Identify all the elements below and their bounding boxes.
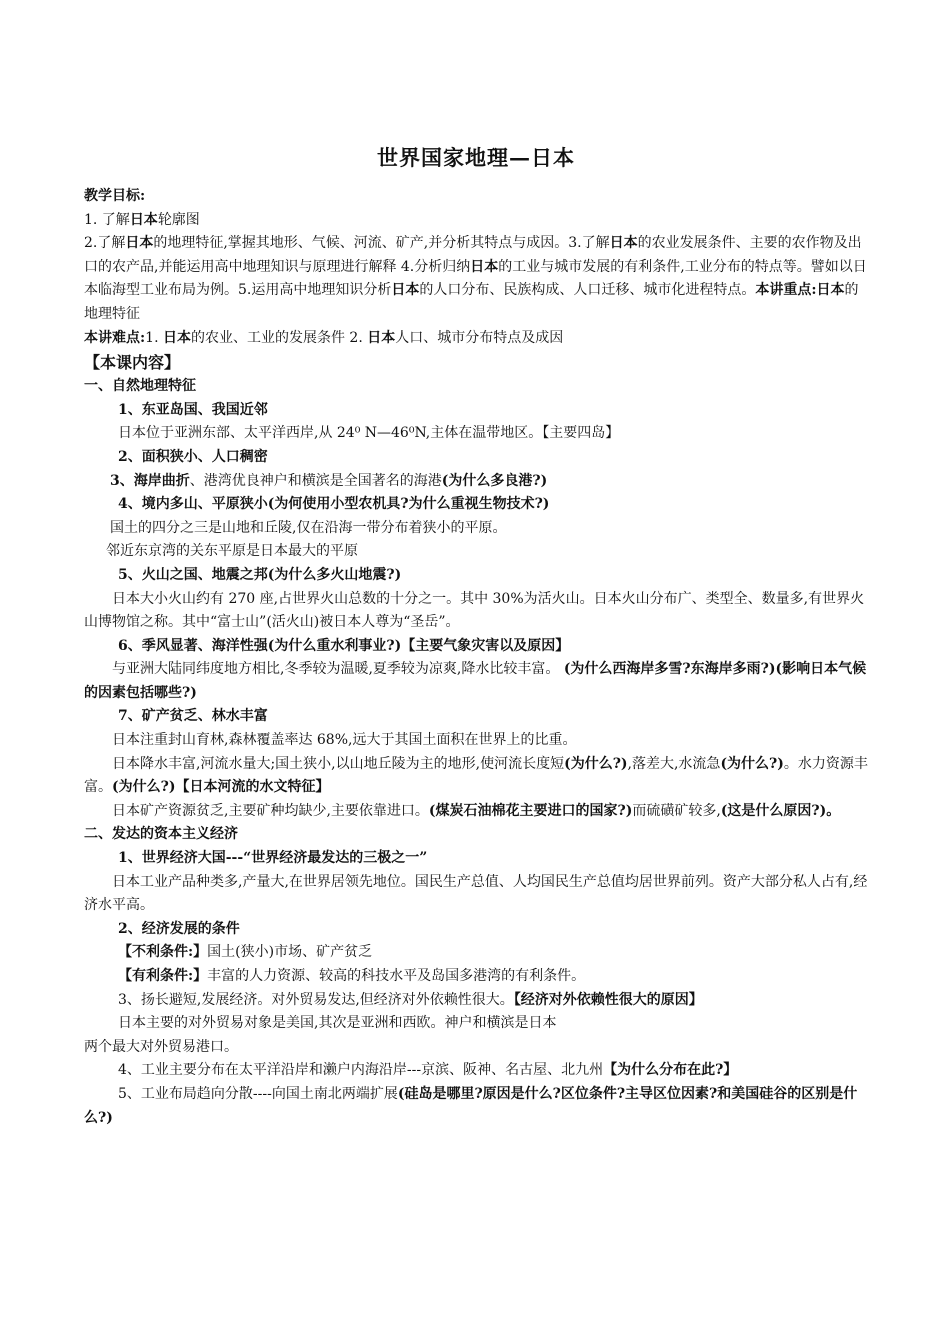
s1-item-6-heading: 6、季风显著、海洋性强(为什么重水利事业?)【主要气象灾害以及原因】 <box>118 637 570 654</box>
unfavorable-text: 国土(狭小)市场、矿产贫乏 <box>207 944 373 961</box>
text-run: 1. <box>145 329 163 346</box>
content-heading: 【本课内容】 <box>84 353 181 373</box>
s1-item-7-text-c <box>84 800 868 824</box>
s2-item-4-line <box>84 1059 868 1083</box>
text-run: ,落差大,水流急 <box>627 755 721 772</box>
unfavorable-label: 【不利条件:】 <box>118 944 208 961</box>
s1-item-3-text: 、港湾优良神户和横滨是全国著名的海港 <box>189 472 442 489</box>
s1-item-4-text-a: 国土的四分之三是山地和丘陵,仅在沿海一带分布着狭小的平原。 <box>110 519 507 536</box>
text-run: 4、工业主要分布在太平洋沿岸和濑户内海沿岸---京滨、阪神、名古屋、北九州 <box>118 1062 604 1079</box>
s2-item-2-heading: 2、经济发展的条件 <box>118 920 240 937</box>
favorable-text: 丰富的人力资源、较高的科技水平及岛国多港湾的有利条件。 <box>207 968 586 984</box>
text-run-bold: 日本 <box>470 258 499 275</box>
page-title: 世界国家地理—日本 <box>377 145 575 170</box>
text-run-bold: (这是什么原因?)。 <box>720 802 841 819</box>
text-run-bold: 日本 <box>162 329 191 346</box>
s1-item-3-question: (为什么多良港?) <box>441 472 548 489</box>
s2-item-3-text-b: 日本主要的对外贸易对象是美国,其次是亚洲和西欧。神户和横滨是日本 <box>118 1015 557 1032</box>
s1-item-3-line <box>84 470 868 494</box>
s2-item-1-heading: 1、世界经济大国---“世界经济最发达的三极之一” <box>118 850 428 867</box>
s1-item-4-text-b: 邻近东京湾的关东平原是日本最大的平原 <box>106 543 358 560</box>
text-run: 与亚洲大陆同纬度地方相比,冬季较为温暖,夏季较为凉爽,降水比较丰富。 <box>112 661 564 678</box>
s1-item-6-text <box>84 658 868 705</box>
s1-item-7-text-a: 日本注重封山育林,森林覆盖率达 68%,远大于其国土面积在世界上的比重。 <box>112 732 577 749</box>
text-run-bold: (硅岛是哪里?原因是什么?区位条件?主导区位因素?和美国硅谷的区别是什么?) <box>84 1085 858 1126</box>
s1-item-5-text: 日本大小火山约有 270 座,占世界火山总数的十分之一。其中 30%为活火山。日本火山分布广、类型全、数量多,有世界火山博物馆之称。其中“富士山”(活火山)被日本人尊为“圣岳”。 <box>84 590 865 631</box>
text-run-bold: (为什么?) <box>564 755 628 772</box>
text-run: 的农业、工业的发展条件 2. <box>190 329 368 346</box>
s2-favorable-line <box>84 965 868 989</box>
goal-1 <box>84 209 868 233</box>
s1-item-5-heading: 5、火山之国、地震之邦(为什么多火山地震?) <box>118 566 402 583</box>
text-run-bold: (煤炭石油棉花主要进口的国家?) <box>428 802 633 819</box>
goal-1-bold: 日本 <box>129 211 158 228</box>
s1-item-4-heading: 4、境内多山、平原狭小(为何使用小型农机具?为什么重视生物技术?) <box>118 496 550 513</box>
section-1-heading: 一、自然地理特征 <box>84 378 196 395</box>
s1-item-1-heading: 1、东亚岛国、我国近邻 <box>118 401 268 418</box>
s1-item-7-text-b <box>84 753 868 800</box>
text-run: 2.了解 <box>84 235 126 252</box>
text-run-bold: 日本 <box>125 235 154 252</box>
difficulty-label: 本讲难点: <box>84 329 146 346</box>
text-run: 的地理特征,掌握其地形、气候、河流、矿产,并分析其特点与成因。3.了解 <box>153 235 610 252</box>
s1-item-1-text: 日本位于亚洲东部、太平洋西岸,从 24⁰ N—46⁰N,主体在温带地区。【主要四岛】 <box>118 425 620 442</box>
goal-2-paragraph <box>84 232 868 326</box>
favorable-label: 【有利条件:】 <box>118 968 208 984</box>
document-body <box>84 143 868 1130</box>
text-run-bold: 日本 <box>367 329 396 346</box>
text-run: 3、扬长避短,发展经济。对外贸易发达,但经济对外依赖性很大。 <box>118 991 514 1008</box>
text-run: 人口、城市分布特点及成因 <box>395 329 564 346</box>
text-run-bold: (为什么?)【日本河流的水文特征】 <box>112 779 330 796</box>
s2-item-5-line <box>84 1083 868 1130</box>
text-run: 日本降水丰富,河流水量大;国土狭小,以山地丘陵为主的地形,使河流长度短 <box>112 755 565 772</box>
text-run: 而硫磺矿较多, <box>632 802 721 819</box>
goal-1-pre: 1. 了解 <box>84 211 130 228</box>
text-run-bold: (为什么西海岸多雪?东海岸多雨?)(影响日本气候的因素包括哪些?) <box>84 661 867 701</box>
key-points-label: 本讲重点: <box>755 282 817 299</box>
text-run-bold: 【为什么分布在此?】 <box>603 1062 738 1079</box>
text-run-bold: 日本 <box>816 282 845 299</box>
goal-1-post: 轮廓图 <box>157 211 200 228</box>
s2-item-3-text-c: 两个最大对外贸易港口。 <box>84 1038 238 1055</box>
s2-item-3-line <box>84 989 868 1013</box>
goals-label: 教学目标: <box>84 188 146 204</box>
section-2-heading: 二、发达的资本主义经济 <box>84 826 238 843</box>
text-run: 日本矿产资源贫乏,主要矿种均缺少,主要依靠进口。 <box>112 802 429 819</box>
text-run: 的人口分布、民族构成、人口迁移、城市化进程特点。 <box>419 282 756 299</box>
text-run-bold: 日本 <box>609 235 638 252</box>
text-run: 的工业与城市发展的有利条件,工业分布的特点等。譬如以日本临海型工业布局为例。5.运用高中地理知识分析 <box>84 258 867 299</box>
s1-item-3-heading: 3、海岸曲折 <box>110 472 190 489</box>
text-run-bold: (为什么?) <box>720 755 784 772</box>
text-run: 的农业发展条件、主要的农作物及出口的农产品,并能运用高中地理知识与原理进行解释 4.分析归纳 <box>84 235 862 275</box>
text-run: 的地理特征 <box>84 282 859 322</box>
text-run: 。水力资源丰富。 <box>84 755 868 796</box>
difficulty-line <box>84 327 868 351</box>
text-run: 5、工业布局趋向分散----向国土南北两端扩展 <box>118 1085 398 1102</box>
s2-unfavorable-line <box>84 941 868 965</box>
text-run-bold: 【经济对外依赖性很大的原因】 <box>513 991 703 1008</box>
s1-item-7-heading: 7、矿产贫乏、林水丰富 <box>118 708 268 725</box>
text-run-bold: 日本 <box>391 282 420 299</box>
s2-item-1-text: 日本工业产品种类多,产量大,在世界居领先地位。国民生产总值、人均国民生产总值均居世界前列。资产大部分私人占有,经济水平高。 <box>84 873 868 914</box>
s1-item-2-heading: 2、面积狭小、人口稠密 <box>118 448 268 465</box>
